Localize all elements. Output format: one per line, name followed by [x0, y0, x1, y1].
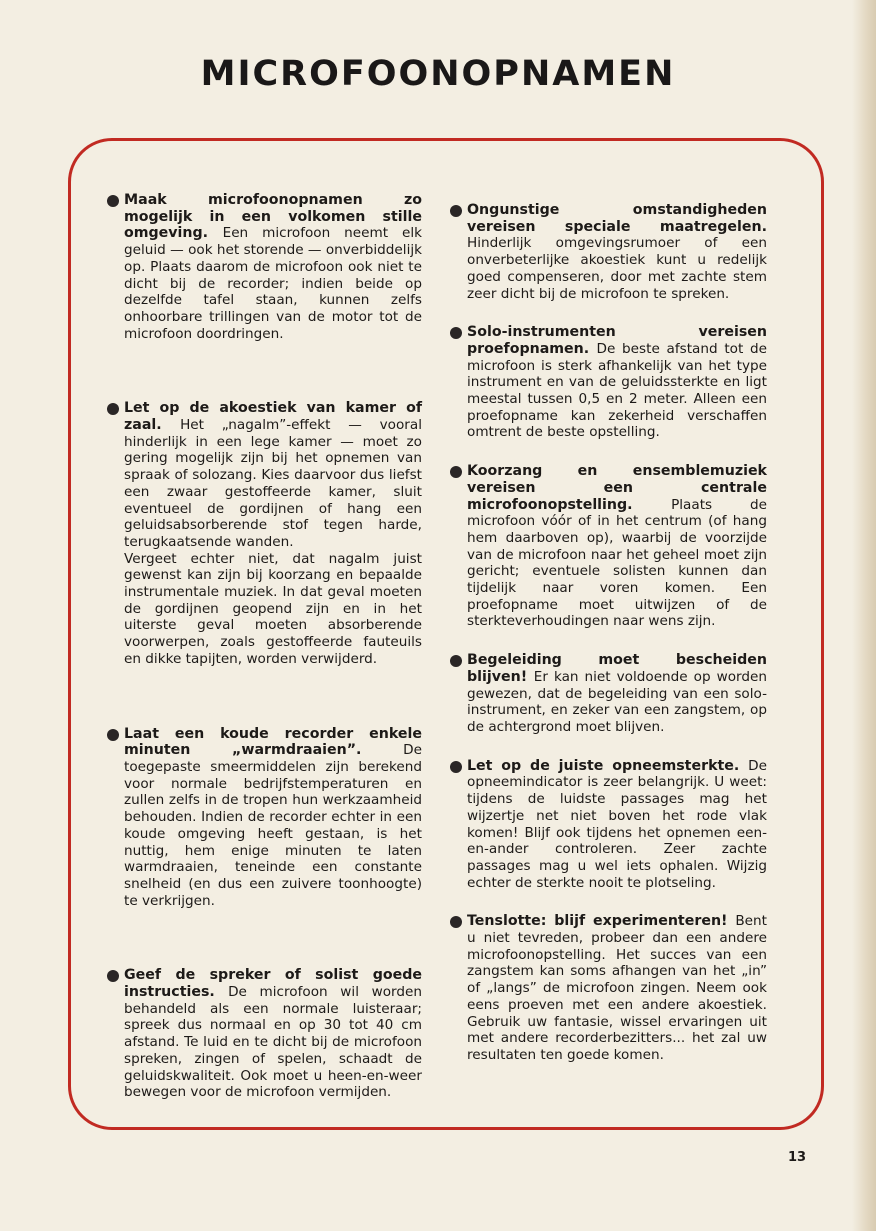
page-title: MICROFOONOPNAMEN — [200, 54, 676, 94]
tip-body: Het „nagalm”-effekt — vooral hinderlijk in een lege kamer — moet zo gering mogelijk zijn bij het opnemen van spraak of solozang. Kies daarvoor dus liefst een zwaar gestoffeerde kamer, sluit eventueel de gordijnen of hang een geluidsabsorberende stof tegen harde, terugkaatsende wanden. — [124, 417, 422, 550]
bullet-icon — [450, 655, 462, 667]
tip-body: Bent u niet tevreden, probeer dan een andere microfoonopstelling. Het succes van een zangstem kan soms afhangen van het „in” of „langs” de microfoon zingen. Neem ook eens proeven met een andere akoestiek. Gebruik uw fantasie, wissel ervaringen uit met andere recorderbezitters... het zal uw resultaten ten goede komen. — [467, 913, 767, 1063]
tip-body: Hinderlijk omgevingsrumoer of een onverbeterlijke akoestiek kunt u redelijk goed compenseren, door met zachte stem zeer dicht bij de microfoon te spreken. — [467, 235, 767, 302]
tip-heading: Solo-instrumenten vereisen proefopnamen. — [467, 324, 767, 357]
tip-heading: Begeleiding moet bescheiden blijven! — [467, 652, 767, 685]
tip-koorzang — [449, 463, 767, 630]
bullet-icon — [107, 970, 119, 982]
tip-warmdraaien — [106, 726, 422, 910]
bullet-icon — [450, 916, 462, 928]
tip-experimenteren — [449, 913, 767, 1063]
tip-heading: Koorzang en ensemblemuziek vereisen een centrale microfoonopstelling. — [467, 463, 767, 513]
tip-heading: Let op de akoestiek van kamer of zaal. — [124, 400, 422, 434]
tip-heading: Ongunstige omstandigheden vereisen speciale maatregelen. — [467, 202, 767, 235]
tip-body-paragraph: Vergeet echter niet, dat nagalm juist gewenst kan zijn bij koorzang en bepaalde instrumentale muziek. In dat geval moeten de gordijnen geopend zijn en in het uiterste geval moeten absorberende voorwerpen, zoals gestoffeerde fauteuils en dikke tapijten, worden verwijderd. — [124, 550, 422, 667]
tip-body: De toegepaste smeermiddelen zijn berekend voor normale bedrijfstemperaturen en zullen zelfs in de tropen hun werkzaamheid behouden. Indien de recorder echter in een koude omgeving heeft gestaan, is het nuttig, hem enige minuten te laten warmdraaien, teneinde een constante snelheid (en dus een zuivere toonhoogte) te verkrijgen. — [124, 742, 422, 909]
tip-ongunstige-omstandigheden — [449, 202, 767, 302]
tip-stille-omgeving — [106, 192, 422, 342]
tip-begeleiding — [449, 652, 767, 736]
tip-heading: Let op de juiste opneemsterkte. — [467, 757, 749, 774]
tip-body: De microfoon wil worden behandeld als een normale luisteraar; spreek dus normaal en op 30 tot 40 cm afstand. Te luid en te dicht bij de microfoon spreken, zingen of spelen, schaadt de geluidskwaliteit. Ook moet u heen-en-weer bewegen voor de microfoon vermijden. — [124, 984, 422, 1101]
tip-body: De opneemindicator is zeer belangrijk. U weet: tijdens de luidste passages mag het wijzertje net niet boven het rode vlak komen! Blijf ook tijdens het opnemen een-en-ander controleren. Zeer zachte passages mag u wel iets ophalen. Wijzig echter de sterkte nooit te plotseling. — [467, 757, 767, 891]
tip-heading: Maak microfoonopnamen zo mogelijk in een volkomen stille omgeving. — [124, 192, 422, 242]
page-number: 13 — [788, 1150, 807, 1165]
bullet-icon — [450, 761, 462, 773]
tip-heading: Laat een koude recorder enkele minuten „warmdraaien”. — [124, 725, 422, 759]
bullet-icon — [450, 205, 462, 217]
tip-body: De beste afstand tot de microfoon is sterk afhankelijk van het type instrument en van de geluidssterkte en ligt meestal tussen 0,5 en 2 meter. Alleen een proefopname kan zekerheid verschaffen omtrent de beste opstelling. — [467, 340, 767, 441]
tip-body: Er kan niet voldoende op worden gewezen, dat de begeleiding van een solo-instrument, en zeker van een zangstem, op de achtergrond moet blijven. — [467, 668, 767, 735]
bullet-icon — [450, 466, 462, 478]
tip-heading: Tenslotte: blijf experimenteren! — [467, 913, 736, 930]
tip-akoestiek — [106, 400, 422, 667]
left-column — [106, 192, 422, 1101]
page-edge — [852, 0, 876, 1231]
bullet-icon — [107, 403, 119, 415]
right-column — [449, 202, 767, 1064]
tip-opneemsterkte — [449, 758, 767, 892]
tip-body: Plaats de microfoon vóór of in het centrum (of hang hem daarboven op), waarbij de voorzijde van de microfoon naar het geheel moet zijn gericht; eventuele solisten kunnen dan tijdelijk naar voren komen. Een proefopname moet uitwijzen of de sterkteverhoudingen naar wens zijn. — [467, 496, 767, 630]
tip-instructies — [106, 967, 422, 1101]
tip-heading: Geef de spreker of solist goede instructies. — [124, 967, 422, 1001]
bullet-icon — [450, 327, 462, 339]
tip-solo-instrumenten — [449, 324, 767, 441]
tip-body: Een microfoon neemt elk geluid — ook het storende — onverbiddelijk op. Plaats daarom de microfoon ook niet te dicht bij de recorder; indien beide op dezelfde tafel staan, kunnen zelfs onhoorbare trillingen van de motor tot de microfoon doordringen. — [124, 225, 422, 342]
bullet-icon — [107, 729, 119, 741]
bullet-icon — [107, 195, 119, 207]
